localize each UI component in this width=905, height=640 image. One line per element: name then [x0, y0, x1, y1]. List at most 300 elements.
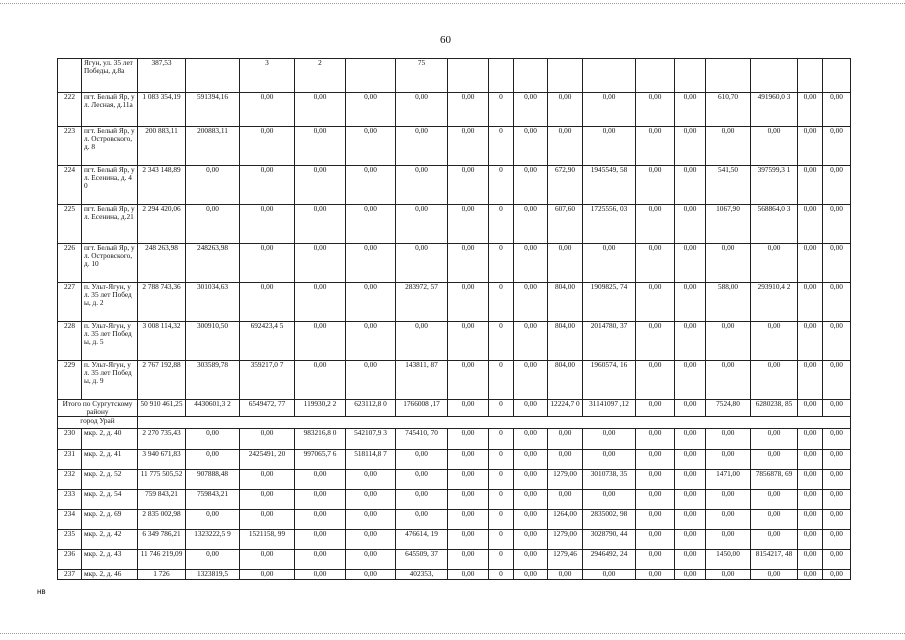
- value-cell: 0,00: [798, 530, 823, 550]
- address-cell: мкр. 2, д. 40: [82, 429, 138, 450]
- value-cell: 0,00: [346, 244, 396, 283]
- page-number: 60: [440, 34, 451, 46]
- value-cell: 0,00: [636, 550, 675, 570]
- value-cell: 0,00: [548, 429, 583, 450]
- value-cell: 0,00: [636, 570, 675, 580]
- value-cell: 0,00: [514, 244, 548, 283]
- value-cell: 0,00: [751, 510, 798, 530]
- value-cell: 0,00: [514, 322, 548, 361]
- value-cell: 1279,00: [548, 530, 583, 550]
- value-cell: 0,00: [514, 570, 548, 580]
- value-cell: 397599,3 1: [751, 166, 798, 205]
- row-number: 235: [58, 530, 82, 550]
- value-cell: 0,00: [823, 361, 851, 400]
- value-cell: 610,70: [706, 93, 751, 127]
- value-cell: 0,00: [823, 93, 851, 127]
- value-cell: 0,00: [240, 470, 295, 490]
- value-cell: 0: [489, 166, 514, 205]
- value-cell: 0,00: [514, 166, 548, 205]
- row-number: [58, 59, 82, 93]
- total-cell: 1766008 ,17: [396, 400, 448, 417]
- value-cell: 0,00: [514, 93, 548, 127]
- value-cell: 0,00: [186, 550, 240, 570]
- total-cell: 0,00: [636, 400, 675, 417]
- value-cell: 0: [489, 93, 514, 127]
- value-cell: 983216,8 0: [295, 429, 346, 450]
- value-cell: 0,00: [346, 530, 396, 550]
- value-cell: 0,00: [240, 166, 295, 205]
- value-cell: 0: [489, 361, 514, 400]
- value-cell: 0,00: [514, 127, 548, 166]
- value-cell: [448, 59, 489, 93]
- total-cell: 50 910 461,25: [138, 400, 186, 417]
- value-cell: 0,00: [514, 510, 548, 530]
- value-cell: 0,00: [448, 361, 489, 400]
- table-row: [58, 166, 851, 205]
- total-cell: 7524,80: [706, 400, 751, 417]
- value-cell: 0,00: [448, 550, 489, 570]
- value-cell: 0,00: [823, 166, 851, 205]
- value-cell: [706, 59, 751, 93]
- value-cell: 0,00: [636, 283, 675, 322]
- value-cell: 0,00: [798, 361, 823, 400]
- value-cell: 0,00: [798, 205, 823, 244]
- value-cell: 0,00: [636, 93, 675, 127]
- value-cell: 300910,50: [186, 322, 240, 361]
- total-cell: 0,00: [675, 400, 706, 417]
- value-cell: 0,00: [798, 127, 823, 166]
- value-cell: 1279,46: [548, 550, 583, 570]
- total-cell: 0,00: [823, 400, 851, 417]
- value-cell: 0: [489, 244, 514, 283]
- value-cell: 672,90: [548, 166, 583, 205]
- value-cell: 0,00: [186, 166, 240, 205]
- value-cell: 0,00: [823, 550, 851, 570]
- group-label: город Урай: [58, 417, 138, 429]
- total-cell: 623112,8 0: [346, 400, 396, 417]
- value-cell: [798, 59, 823, 93]
- total-cost-cell: 1 083 354,19: [138, 93, 186, 127]
- total-cost-cell: 1 726: [138, 570, 186, 580]
- table-body: [58, 59, 851, 580]
- value-cell: 0,00: [583, 450, 636, 470]
- value-cell: 0,00: [396, 470, 448, 490]
- total-cell: 0,00: [448, 400, 489, 417]
- value-cell: 0,00: [396, 490, 448, 510]
- address-cell: п. Ульт-Ягун, ул. 35 лет Победы, д. 2: [82, 283, 138, 322]
- value-cell: 3010738, 35: [583, 470, 636, 490]
- value-cell: 0,00: [448, 127, 489, 166]
- value-cell: 0,00: [396, 450, 448, 470]
- value-cell: 0,00: [240, 510, 295, 530]
- value-cell: 0,00: [295, 550, 346, 570]
- value-cell: 0,00: [346, 322, 396, 361]
- value-cell: 0,00: [346, 283, 396, 322]
- value-cell: 542107,9 3: [346, 429, 396, 450]
- total-cost-cell: 11 746 219,09: [138, 550, 186, 570]
- value-cell: 0,00: [636, 510, 675, 530]
- value-cell: 1279,00: [548, 470, 583, 490]
- value-cell: 0,00: [514, 530, 548, 550]
- row-number: 225: [58, 205, 82, 244]
- value-cell: 293910,4 2: [751, 283, 798, 322]
- value-cell: 0,00: [706, 450, 751, 470]
- row-number: 237: [58, 570, 82, 580]
- total-cell: 12224,7 0: [548, 400, 583, 417]
- value-cell: 0,00: [823, 530, 851, 550]
- value-cell: 0,00: [675, 322, 706, 361]
- table-row: [58, 490, 851, 510]
- scan-edge-bottom: [0, 633, 905, 634]
- value-cell: 359217,0 7: [240, 361, 295, 400]
- value-cell: 0: [489, 283, 514, 322]
- row-number: 228: [58, 322, 82, 361]
- address-cell: пгт. Белый Яр, ул. Есенина, д.21: [82, 205, 138, 244]
- value-cell: 0,00: [751, 490, 798, 510]
- value-cell: 248263,98: [186, 244, 240, 283]
- value-cell: 0,00: [514, 550, 548, 570]
- value-cell: 0,00: [798, 429, 823, 450]
- value-cell: 0,00: [706, 429, 751, 450]
- value-cell: 0,00: [583, 490, 636, 510]
- value-cell: 0,00: [636, 361, 675, 400]
- value-cell: [751, 59, 798, 93]
- value-cell: 0,00: [514, 283, 548, 322]
- value-cell: 0,00: [823, 429, 851, 450]
- value-cell: 518114,8 7: [346, 450, 396, 470]
- table-row: [58, 59, 851, 93]
- value-cell: 0,00: [823, 450, 851, 470]
- value-cell: 0,00: [448, 429, 489, 450]
- address-cell: пгт. Белый Яр, ул. Лесная, д.11а: [82, 93, 138, 127]
- total-cost-cell: 3 008 114,32: [138, 322, 186, 361]
- value-cell: 7856878, 69: [751, 470, 798, 490]
- value-cell: 476614, 19: [396, 530, 448, 550]
- total-cost-cell: 200 883,11: [138, 127, 186, 166]
- value-cell: 0,00: [346, 361, 396, 400]
- value-cell: 0,00: [751, 530, 798, 550]
- value-cell: 0,00: [295, 166, 346, 205]
- value-cell: 0,00: [240, 550, 295, 570]
- table-row: [58, 550, 851, 570]
- value-cell: 0,00: [636, 429, 675, 450]
- value-cell: 0,00: [295, 322, 346, 361]
- table-row: [58, 530, 851, 550]
- total-cost-cell: 759 843,21: [138, 490, 186, 510]
- address-cell: мкр. 2, д. 42: [82, 530, 138, 550]
- address-cell: мкр. 2, д. 46: [82, 570, 138, 580]
- total-cell: 4430601,3 2: [186, 400, 240, 417]
- value-cell: 541,50: [706, 166, 751, 205]
- table-row: [58, 93, 851, 127]
- row-number: 236: [58, 550, 82, 570]
- value-cell: 0,00: [448, 166, 489, 205]
- table-row: [58, 244, 851, 283]
- value-cell: 0,00: [636, 490, 675, 510]
- value-cell: 0,00: [751, 450, 798, 470]
- value-cell: 0,00: [798, 570, 823, 580]
- value-cell: 804,00: [548, 283, 583, 322]
- value-cell: 0,00: [514, 429, 548, 450]
- value-cell: 1067,90: [706, 205, 751, 244]
- value-cell: 568864,0 3: [751, 205, 798, 244]
- value-cell: 0,00: [798, 166, 823, 205]
- total-cost-cell: 248 263,98: [138, 244, 186, 283]
- value-cell: 0,00: [448, 450, 489, 470]
- value-cell: 692423,4 5: [240, 322, 295, 361]
- value-cell: 2425491, 20: [240, 450, 295, 470]
- row-number: 222: [58, 93, 82, 127]
- value-cell: 591394,16: [186, 93, 240, 127]
- address-cell: п. Ульт-Ягун, ул. 35 лет Победы, д. 9: [82, 361, 138, 400]
- total-cost-cell: 387,53: [138, 59, 186, 93]
- value-cell: 0,00: [798, 550, 823, 570]
- value-cell: 0: [489, 205, 514, 244]
- value-cell: 0,00: [675, 470, 706, 490]
- value-cell: 1264,00: [548, 510, 583, 530]
- value-cell: 0,00: [798, 283, 823, 322]
- value-cell: 0: [489, 450, 514, 470]
- value-cell: 0,00: [448, 570, 489, 580]
- total-label: Итого по Сургутскому району: [58, 400, 138, 417]
- total-cell: 0,00: [514, 400, 548, 417]
- row-number: 233: [58, 490, 82, 510]
- value-cell: [514, 59, 548, 93]
- address-cell: мкр. 2, д. 52: [82, 470, 138, 490]
- table-row: [58, 283, 851, 322]
- value-cell: 0,00: [675, 550, 706, 570]
- value-cell: 0,00: [675, 450, 706, 470]
- value-cell: 0: [489, 530, 514, 550]
- value-cell: 0,00: [636, 450, 675, 470]
- group-spacer: [138, 417, 851, 429]
- value-cell: 0,00: [548, 93, 583, 127]
- value-cell: 0: [489, 470, 514, 490]
- value-cell: 2014780, 37: [583, 322, 636, 361]
- value-cell: 0,00: [675, 205, 706, 244]
- value-cell: 0,00: [798, 450, 823, 470]
- value-cell: 0,00: [346, 550, 396, 570]
- value-cell: 0,00: [823, 127, 851, 166]
- value-cell: 0,00: [798, 510, 823, 530]
- value-cell: 143811, 87: [396, 361, 448, 400]
- value-cell: 0,00: [675, 570, 706, 580]
- value-cell: 907888,48: [186, 470, 240, 490]
- value-cell: 0,00: [514, 490, 548, 510]
- scan-edge-top: [0, 3, 905, 4]
- total-cost-cell: 2 270 735,43: [138, 429, 186, 450]
- value-cell: 0,00: [346, 570, 396, 580]
- value-cell: 0,00: [295, 490, 346, 510]
- value-cell: 0,00: [448, 322, 489, 361]
- value-cell: 0,00: [346, 205, 396, 244]
- row-number: 232: [58, 470, 82, 490]
- value-cell: 0,00: [448, 470, 489, 490]
- value-cell: 1945549, 58: [583, 166, 636, 205]
- value-cell: 0,00: [823, 510, 851, 530]
- value-cell: 0,00: [798, 490, 823, 510]
- value-cell: 0,00: [583, 570, 636, 580]
- total-cost-cell: 11 775 505,52: [138, 470, 186, 490]
- value-cell: 0,00: [396, 166, 448, 205]
- value-cell: 0,00: [514, 450, 548, 470]
- value-cell: 0,00: [240, 127, 295, 166]
- value-cell: 804,00: [548, 322, 583, 361]
- value-cell: 0,00: [186, 450, 240, 470]
- footer-initials: нв: [37, 587, 46, 596]
- total-cost-cell: 2 788 743,36: [138, 283, 186, 322]
- value-cell: 0,00: [240, 429, 295, 450]
- value-cell: 0,00: [346, 93, 396, 127]
- value-cell: 0,00: [675, 244, 706, 283]
- value-cell: 0,00: [636, 127, 675, 166]
- row-number: 223: [58, 127, 82, 166]
- value-cell: 759843,21: [186, 490, 240, 510]
- value-cell: 0,00: [706, 570, 751, 580]
- address-cell: пгт. Белый Яр, ул. Островского, д. 8: [82, 127, 138, 166]
- value-cell: 0,00: [675, 510, 706, 530]
- value-cell: 0,00: [636, 322, 675, 361]
- total-cell: 6280238, 85: [751, 400, 798, 417]
- value-cell: 0,00: [675, 490, 706, 510]
- value-cell: 0,00: [240, 93, 295, 127]
- value-cell: 0,00: [240, 244, 295, 283]
- value-cell: 0,00: [448, 283, 489, 322]
- value-cell: 0: [489, 127, 514, 166]
- total-cost-cell: 3 940 671,83: [138, 450, 186, 470]
- value-cell: 0,00: [823, 470, 851, 490]
- total-cost-cell: 6 349 786,21: [138, 530, 186, 550]
- value-cell: 0,00: [706, 361, 751, 400]
- total-cell: 0,00: [798, 400, 823, 417]
- value-cell: 0,00: [346, 166, 396, 205]
- value-cell: 0,00: [675, 361, 706, 400]
- table-row: [58, 429, 851, 450]
- value-cell: 0,00: [548, 450, 583, 470]
- value-cell: 0,00: [548, 127, 583, 166]
- value-cell: [583, 59, 636, 93]
- value-cell: [636, 59, 675, 93]
- value-cell: 0,00: [636, 244, 675, 283]
- value-cell: 0,00: [396, 244, 448, 283]
- value-cell: 1323819,5: [186, 570, 240, 580]
- value-cell: 0,00: [798, 244, 823, 283]
- value-cell: 0,00: [240, 490, 295, 510]
- value-cell: 1960574, 16: [583, 361, 636, 400]
- value-cell: 0,00: [751, 361, 798, 400]
- value-cell: 0,00: [548, 570, 583, 580]
- value-cell: 3028790, 44: [583, 530, 636, 550]
- value-cell: 0,00: [295, 93, 346, 127]
- value-cell: 2835002, 98: [583, 510, 636, 530]
- value-cell: 0,00: [636, 166, 675, 205]
- value-cell: 1471,00: [706, 470, 751, 490]
- value-cell: 0,00: [675, 166, 706, 205]
- value-cell: 0: [489, 550, 514, 570]
- value-cell: 0,00: [675, 429, 706, 450]
- table-row: [58, 510, 851, 530]
- value-cell: 0,00: [396, 322, 448, 361]
- address-cell: пгт. Белый Яр, ул. Есенина, д. 40: [82, 166, 138, 205]
- value-cell: 2: [295, 59, 346, 93]
- value-cell: 0,00: [514, 470, 548, 490]
- value-cell: 0,00: [706, 127, 751, 166]
- table-row: [58, 322, 851, 361]
- table-row: [58, 205, 851, 244]
- value-cell: 0,00: [675, 127, 706, 166]
- value-cell: 0,00: [706, 244, 751, 283]
- value-cell: 200883,11: [186, 127, 240, 166]
- value-cell: 0,00: [548, 490, 583, 510]
- value-cell: 0,00: [823, 490, 851, 510]
- value-cell: 0,00: [751, 429, 798, 450]
- value-cell: 0,00: [295, 127, 346, 166]
- address-cell: мкр. 2, д. 41: [82, 450, 138, 470]
- value-cell: 0,00: [706, 322, 751, 361]
- value-cell: 588,00: [706, 283, 751, 322]
- value-cell: 0,00: [636, 530, 675, 550]
- row-number: 234: [58, 510, 82, 530]
- value-cell: 0: [489, 510, 514, 530]
- value-cell: 0,00: [396, 510, 448, 530]
- total-cost-cell: 2 294 420,06: [138, 205, 186, 244]
- value-cell: [186, 59, 240, 93]
- table-row: [58, 361, 851, 400]
- total-cost-cell: 2 343 148,89: [138, 166, 186, 205]
- value-cell: 0,00: [295, 244, 346, 283]
- value-cell: 8154217, 48: [751, 550, 798, 570]
- value-cell: 75: [396, 59, 448, 93]
- value-cell: 301034,63: [186, 283, 240, 322]
- value-cell: 0,00: [706, 510, 751, 530]
- value-cell: 0,00: [751, 570, 798, 580]
- value-cell: 0,00: [798, 322, 823, 361]
- value-cell: 0,00: [448, 510, 489, 530]
- value-cell: 0,00: [295, 570, 346, 580]
- housing-fund-table: [57, 58, 851, 580]
- table-row: [58, 470, 851, 490]
- value-cell: 402353,: [396, 570, 448, 580]
- value-cell: 0,00: [240, 205, 295, 244]
- value-cell: [489, 59, 514, 93]
- value-cell: 0,00: [396, 93, 448, 127]
- value-cell: 0,00: [583, 127, 636, 166]
- value-cell: 0,00: [396, 205, 448, 244]
- row-number: 229: [58, 361, 82, 400]
- value-cell: 0,00: [636, 470, 675, 490]
- value-cell: 0: [489, 429, 514, 450]
- value-cell: 1450,00: [706, 550, 751, 570]
- total-cell: 119930,2 2: [295, 400, 346, 417]
- total-row: [58, 400, 851, 417]
- value-cell: 0,00: [240, 283, 295, 322]
- address-cell: мкр. 2, д. 43: [82, 550, 138, 570]
- total-cost-cell: 2 835 002,98: [138, 510, 186, 530]
- row-number: 226: [58, 244, 82, 283]
- value-cell: 0,00: [583, 429, 636, 450]
- value-cell: 283972, 57: [396, 283, 448, 322]
- value-cell: 1725556, 03: [583, 205, 636, 244]
- value-cell: 0,00: [514, 205, 548, 244]
- value-cell: 0,00: [346, 490, 396, 510]
- value-cell: 804,00: [548, 361, 583, 400]
- row-number: 231: [58, 450, 82, 470]
- value-cell: 0,00: [346, 127, 396, 166]
- value-cell: 0,00: [295, 510, 346, 530]
- value-cell: 745410, 70: [396, 429, 448, 450]
- value-cell: 0,00: [295, 283, 346, 322]
- row-number: 227: [58, 283, 82, 322]
